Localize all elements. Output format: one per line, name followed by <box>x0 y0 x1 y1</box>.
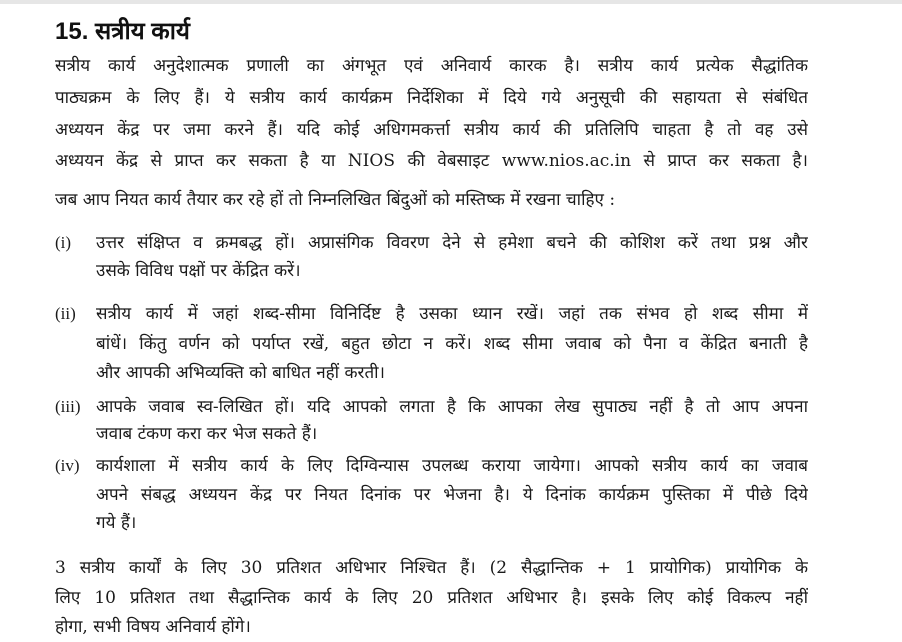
section-title: 15. सत्रीय कार्य <box>55 18 190 45</box>
text-line: पाठ्यक्रम के लिए हैं। ये सत्रीय कार्य कार्यक्रम निर्देशिका में दिये गये अनुसूची की सहायता से संबंधित <box>55 88 808 108</box>
text-line: अपने संबद्ध अध्ययन केंद्र पर नियत दिनांक पर भेजना है। ये दिनांक कार्यक्रम पुस्तिका में पीछे दिये <box>96 485 808 505</box>
text-line: उसके विविध पक्षों पर केंद्रित करें। <box>96 261 301 281</box>
text-line: गये हैं। <box>96 513 137 533</box>
item-number: (ii) <box>55 304 76 323</box>
item-number: (iv) <box>55 456 80 475</box>
text-line: उत्तर संक्षिप्त व क्रमबद्ध हों। अप्रासंगिक विवरण देने से हमेशा बचने की कोशिश करें तथा प्रश्न और <box>96 233 808 253</box>
item-number: (i) <box>55 233 72 252</box>
lead-in-text: जब आप नियत कार्य तैयार कर रहे हों तो निम्नलिखित बिंदुओं को मस्तिष्क में रखना चाहिए : <box>55 190 616 210</box>
text-line: सत्रीय कार्य में जहां शब्द-सीमा विनिर्दिष्ट है उसका ध्यान रखें। जहां तक संभव हो शब्द सीमा में <box>96 304 808 324</box>
text-line: अध्ययन केंद्र से प्राप्त कर सकता है या NIOS की वेबसाइट www.nios.ac.in से प्राप्त कर सकता है। <box>55 151 808 171</box>
text-line: बांधें। किंतु वर्णन को पर्याप्त रखें, बहुत छोटा न करें। शब्द सीमा जवाब को पैना व केंद्रित बनाती है <box>96 334 808 354</box>
text-line: कार्यशाला में सत्रीय कार्य के लिए दिग्विन्यास उपलब्ध कराया जायेगा। आपको सत्रीय कार्य का जवाब <box>96 456 808 476</box>
text-line: होगा, सभी विषय अनिवार्य होंगे। <box>55 617 251 637</box>
text-line: जवाब टंकण करा कर भेज सकते हैं। <box>96 424 318 444</box>
text-line: आपके जवाब स्व-लिखित हों। यदि आपको लगता है कि आपका लेख सुपाठ्य नहीं है तो आप अपना <box>96 397 808 417</box>
text-line: लिए 10 प्रतिशत तथा सैद्धान्तिक कार्य के लिए 20 प्रतिशत अधिभार है। इसके लिए कोई विकल्प नहीं <box>55 588 808 608</box>
text-line: 3 सत्रीय कार्यों के लिए 30 प्रतिशत अधिभार निश्चित हैं। (2 सैद्धान्तिक + 1 प्रायोगिक) प्रायोगिक के <box>55 558 808 578</box>
text-line: अध्ययन केंद्र पर जमा करने हैं। यदि कोई अधिगमकर्त्ता सत्रीय कार्य की प्रतिलिपि चाहता है तो वह उसे <box>55 120 808 140</box>
item-number: (iii) <box>55 397 81 416</box>
text-line: और आपकी अभिव्यक्ति को बाधित नहीं करती। <box>96 363 386 383</box>
top-border <box>0 0 902 4</box>
text-line: सत्रीय कार्य अनुदेशात्मक प्रणाली का अंगभूत एवं अनिवार्य कारक है। सत्रीय कार्य प्रत्येक सैद्धांतिक <box>55 56 808 76</box>
